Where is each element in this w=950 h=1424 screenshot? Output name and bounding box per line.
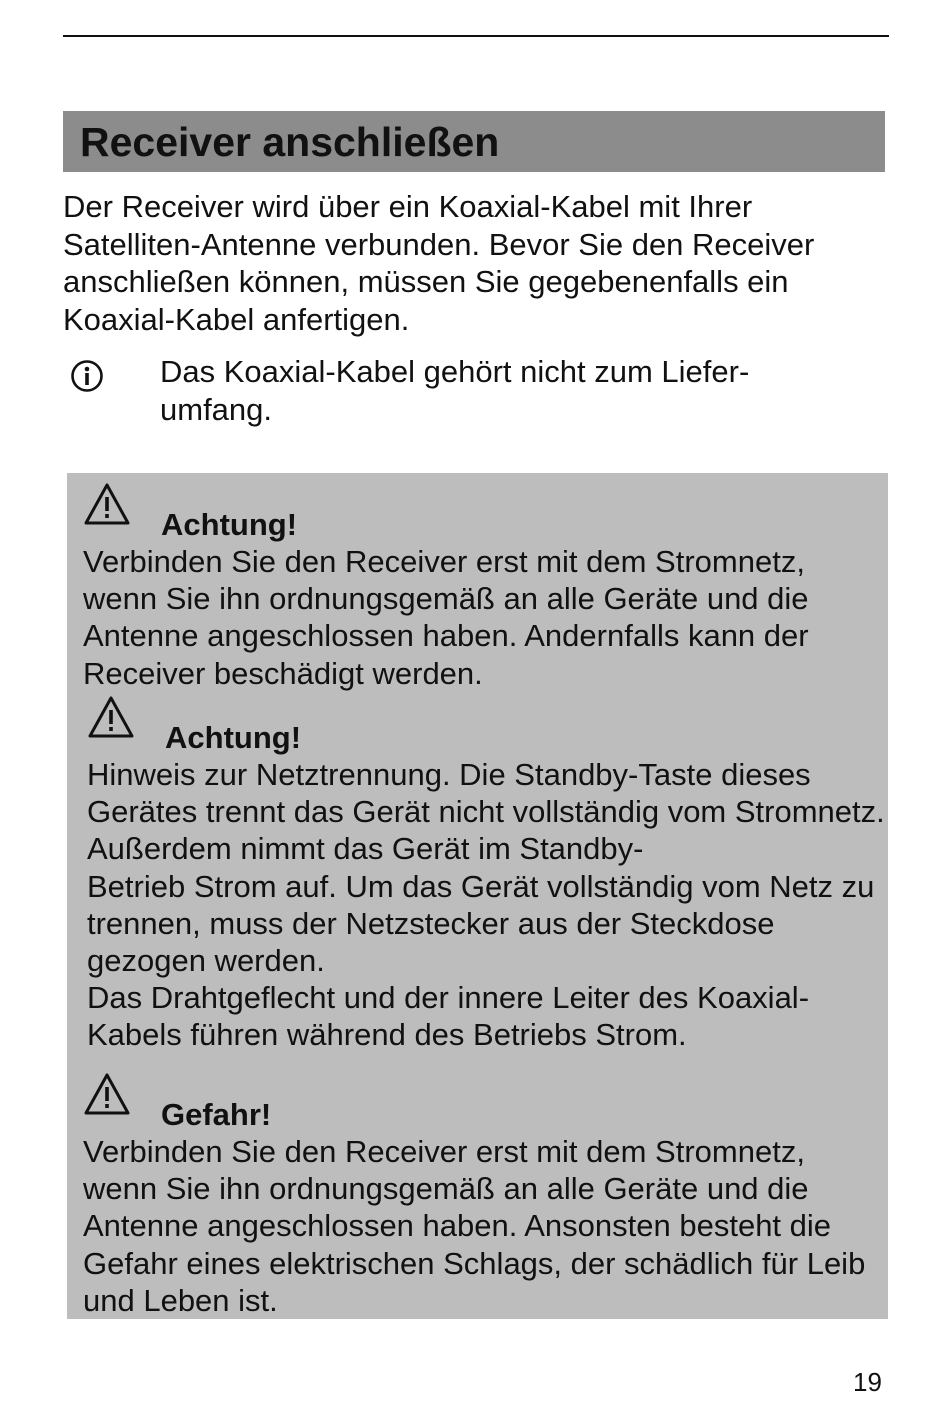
warning-paragraph: Das Drahtgeflecht und der innere Leiter des Koaxial- Kabels führen während des Betriebs Strom.	[87, 980, 810, 1053]
section-heading-bar	[63, 111, 885, 172]
warning-paragraph: Hinweis zur Netztrennung. Die Standby-Taste dieses Gerätes trennt das Gerät nicht vollständig vom Stromnetz. Außerdem nimmt das Gerät im Standby- Betrieb Strom auf. Um das Gerät vollständig vom Netz zu trennen, muss der Netzstecker aus der Steckdose gezogen werden.	[87, 757, 885, 979]
warning-triangle-icon	[83, 482, 131, 526]
warning-title: Achtung!	[161, 507, 298, 542]
top-rule	[63, 35, 889, 37]
info-icon	[70, 359, 104, 393]
warning-paragraph: Verbinden Sie den Receiver erst mit dem Stromnetz, wenn Sie ihn ordnungsgemäß an alle Geräte und die Antenne angeschlossen haben. Andernfalls kann der Receiver beschädigt werden.	[83, 544, 809, 691]
warning-triangle-icon	[87, 695, 135, 739]
danger-paragraph: Verbinden Sie den Receiver erst mit dem Stromnetz, wenn Sie ihn ordnungsgemäß an alle Geräte und die Antenne angeschlossen haben. Ansonsten besteht die Gefahr eines elektrischen Schlags, der schädlich für Leib und Leben ist.	[83, 1134, 866, 1318]
danger-title: Gefahr!	[161, 1097, 272, 1132]
warning-triangle-icon	[83, 1072, 131, 1116]
warning-text	[83, 543, 883, 692]
section-heading: Receiver anschließen	[80, 119, 500, 165]
warning-box	[67, 473, 888, 1319]
intro-paragraph: Der Receiver wird über ein Koaxial-Kabel mit Ihrer Satelliten-Antenne verbunden. Bevor Sie den Receiver anschließen können, müssen Sie gegebenenfalls ein Koaxial-Kabel anfertigen.	[63, 189, 815, 337]
info-note-text: Das Koaxial-Kabel gehört nicht zum Liefer- umfang.	[160, 354, 750, 427]
danger-text	[83, 1133, 883, 1319]
warning-text	[87, 756, 887, 1054]
page-number: 19	[853, 1367, 882, 1397]
warning-title: Achtung!	[165, 720, 302, 755]
